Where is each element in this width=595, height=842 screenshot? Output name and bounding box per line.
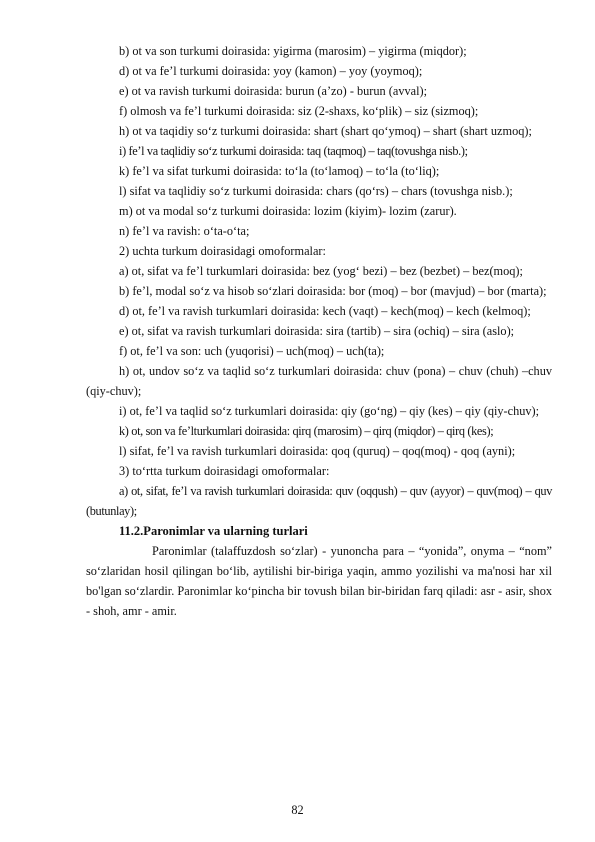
section-heading-paronimlar: 11.2.Paronimlar va ularning turlari: [119, 524, 308, 538]
paragraph-n-fel-ravish: n) fe’l va ravish: o‘ta-o‘ta;: [119, 224, 250, 238]
subsection-tortta-turkum: 3) to‘rtta turkum doirasidagi omoformalar:: [119, 464, 330, 478]
subsection-uchta-turkum: 2) uchta turkum doirasidagi omoformalar:: [119, 244, 326, 258]
paragraph-d-ot-fel: d) ot va fe’l turkumi doirasida: yoy (kamon) – yoy (yoymoq);: [119, 64, 423, 78]
paragraph-h-ot-taqidiy: h) ot va taqidiy so‘z turkumi doirasida: shart (shart qo‘ymoq) – shart (shart uzmoq);: [119, 124, 532, 138]
page-number: 82: [291, 803, 304, 817]
paragraph-i-ot-fel-taqlid: i) ot, fe’l va taqlid so‘z turkumlari doirasida: qiy (go‘ng) – qiy (kes) – qiy (qiy-chuv);: [119, 404, 540, 418]
paragraph-k-ot-son-fel: k) ot, son va fe’lturkumlari doirasida: qirq (marosim) – qirq (miqdor) – qirq (kes);: [119, 424, 494, 438]
paragraph-e-ot-ravish: e) ot va ravish turkumi doirasida: burun (a’zo) - burun (avval);: [119, 84, 428, 98]
paragraph-l-sifat-taqlidiy: l) sifat va taqlidiy so‘z turkumi doirasida: chars (qo‘rs) – chars (tovushga nisb.);: [119, 184, 513, 198]
paragraph-m-ot-modal: m) ot va modal so‘z turkumi doirasida: lozim (kiyim)- lozim (zarur).: [119, 204, 457, 218]
paragraph-h-ot-undov-taqlid: h) ot, undov so‘z va taqlid so‘z turkumlari doirasida: chuv (pona) – chuv (chuh) –chuv (qiy-chuv);: [86, 364, 552, 398]
paragraph-l-sifat-fel-ravish: l) sifat, fe’l va ravish turkumlari doirasida: qoq (quruq) – qoq(moq) - qoq (ayni);: [119, 444, 516, 458]
paragraph-b-fel-modal-hisob: b) fe’l, modal so‘z va hisob so‘zlari doirasida: bor (moq) – bor (mavjud) – bor (marta);: [119, 284, 547, 298]
paragraph-e-ot-sifat-ravish: e) ot, sifat va ravish turkumlari doirasida: sira (tartib) – sira (ochiq) – sira (aslo);: [119, 324, 515, 338]
paragraph-a-ot-sifat-fel: a) ot, sifat va fe’l turkumlari doirasida: bez (yog‘ bezi) – bez (bezbet) – bez(moq);: [119, 264, 523, 278]
paragraph-k-fel-sifat: k) fe’l va sifat turkumi doirasida: to‘la (to‘lamoq) – to‘la (to‘liq);: [119, 164, 440, 178]
paragraph-f-ot-fel-son: f) ot, fe’l va son: uch (yuqorisi) – uch(moq) – uch(ta);: [119, 344, 385, 358]
document-body: [86, 41, 552, 621]
paragraph-a-ot-sifat-fel-ravish: a) ot, sifat, fe’l va ravish turkumlari doirasida: quv (oqqush) – quv (ayyor) – quv(moq) – quv (butunlay);: [86, 484, 552, 518]
paragraph-f-olmosh-fel: f) olmosh va fe’l turkumi doirasida: siz (2-shaxs, ko‘plik) – siz (sizmoq);: [119, 104, 479, 118]
paragraph-b-ot-son: b) ot va son turkumi doirasida: yigirma (marosim) – yigirma (miqdor);: [119, 44, 467, 58]
paragraph-paronimlar-definition: Paronimlar (talaffuzdosh so‘zlar) - yunoncha para – “yonida”, onyma – “nom” so‘zlaridan hosil qilingan bo‘lib, aytilishi bir-biriga yaqin, ammo yozilishi va ma'nosi har xil bo'lgan so‘zlardir. Paronimlar ko‘pincha bir tovush bilan bir-biridan farq qiladi: asr - asir, shox - shoh, amr - amir.: [86, 544, 552, 618]
paragraph-i-fel-taqlidiy: i) fe’l va taqlidiy so‘z turkumi doirasida: taq (taqmoq) – taq(tovushga nisb.);: [119, 144, 468, 158]
paragraph-d-ot-fel-ravish: d) ot, fe’l va ravish turkumlari doirasida: kech (vaqt) – kech(moq) – kech (kelmoq);: [119, 304, 531, 318]
